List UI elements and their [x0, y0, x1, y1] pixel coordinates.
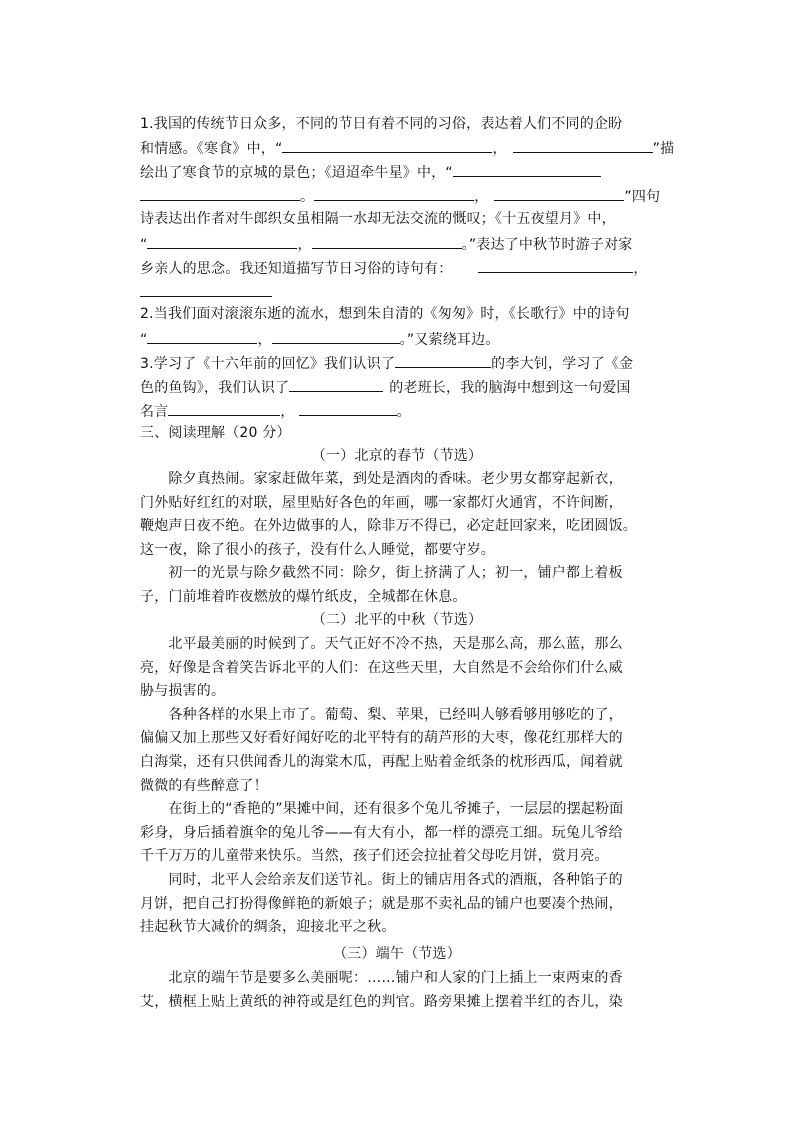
answer-blank[interactable] [289, 376, 383, 392]
q1-line-6 [140, 233, 633, 255]
passage-line: 在街上的“香艳的”果摊中间，还有很多个兔儿爷摊子，一层层的摆起粉面 [140, 801, 624, 818]
answer-blank[interactable] [272, 328, 400, 344]
answer-blank[interactable] [147, 328, 257, 344]
q3-line-1 [140, 352, 633, 374]
passage-line: 同时，北平人会给亲友们送节礼。街上的铺店用各式的酒瓶，各种馅子的 [140, 872, 623, 888]
q2-text: 。”又萦绕耳边。 [399, 332, 500, 348]
passage-line: 鞭炮声日夜不绝。在外边做事的人，除非万不得已，必定赶回家来，吃团圆饭。 [140, 518, 637, 534]
q3-line-3 [140, 400, 411, 422]
passage-line: 各种各样的水果上市了。葡萄、梨、苹果，已经叫人够看够用够吃的了， [140, 706, 623, 723]
passage-line: 白海棠，还有只供闻香儿的海棠木瓜，再配上贴着金纸条的枕形西瓜，闻着就 [140, 754, 623, 770]
q1-text: ， [492, 141, 507, 157]
answer-blank[interactable] [140, 185, 300, 201]
passage-1-title: （一）北京的春节（节选） [311, 448, 483, 464]
q2-line-2 [140, 328, 500, 350]
passage-line: 初一的光景与除夕截然不同：除夕，街上挤满了人；初一，铺户都上着板 [140, 565, 623, 581]
passage-line: 挂起秋节大减价的绸条，迎接北平之秋。 [140, 919, 396, 936]
passage-line: 北京的端午节是要多么美丽呢：……铺户和人家的门上插上一束两束的香 [140, 970, 623, 986]
passage-line: 亮，好像是含着笑告诉北平的人们：在这些天里，大自然是不会给你们什么威 [140, 659, 623, 676]
q1-text: 诗表达出作者对牛郎织女虽相隔一水却无法交流的慨叹；《十五夜望月》中， [140, 211, 616, 227]
q2-text: 2.当我们面对滚滚东逝的流水，想到朱自清的《匆匆》时，《长歌行》中的诗句 [140, 306, 630, 322]
passage-line: 子，门前堆着昨夜燃放的爆竹纸皮，全城都在休息。 [140, 588, 467, 605]
passage-line: 微微的有些醉意了！ [140, 777, 268, 794]
q2-text: ， [257, 332, 272, 348]
q2-line-1 [140, 304, 630, 324]
q1-text: 1.我国的传统节日众多，不同的节日有着不同的习俗，表达着人们不同的企盼 [140, 116, 623, 132]
answer-blank[interactable] [494, 185, 624, 201]
passage-line: 胁与损害的。 [140, 683, 226, 700]
answer-blank[interactable] [168, 400, 280, 416]
q3-text: ， [280, 404, 295, 420]
q1-line-2 [140, 137, 674, 159]
q1-line-4 [140, 185, 660, 207]
passage-line: 北平最美丽的时候到了。天气正好不冷不热，天是那么高，那么蓝，那么 [140, 636, 623, 652]
passage-line: 艾，横框上贴上黄纸的神符或是红色的判官。路旁果摊上摆着半红的杏儿，染 [140, 994, 623, 1010]
q3-text: 名言 [140, 404, 169, 420]
passage-line: 彩身，身后插着旗伞的兔儿爷——有大有小，都一样的漂亮工细。玩兔儿爷给 [140, 824, 623, 841]
q1-text: 。”表达了中秋节时游子对家 [461, 237, 633, 253]
q2-text: “ [140, 332, 148, 348]
section-title: 三、阅读理解（20 分） [140, 425, 291, 441]
q3-text: 3.学习了《十六年前的回忆》我们认识了 [140, 356, 396, 372]
q1-text: ”四句 [624, 189, 661, 205]
answer-blank[interactable] [147, 233, 297, 249]
passage-3-title: （三）端午（节选） [333, 946, 461, 962]
q3-text: 色的鱼钩》，我们认识了 [140, 380, 290, 396]
q1-line-1 [140, 114, 622, 134]
passage-line: 月饼，把自己打扮得像鲜艳的新娘子；就是那不卖礼品的铺户也要凑个热闹， [140, 895, 623, 912]
answer-blank[interactable] [140, 281, 272, 297]
answer-blank[interactable] [453, 161, 601, 177]
passage-line: 千千万万的儿童带来快乐。当然，孩子们还会拉扯着父母吃月饼，赏月亮。 [140, 848, 609, 865]
answer-blank[interactable] [312, 233, 462, 249]
answer-blank[interactable] [395, 352, 491, 368]
q1-text: 。 [300, 189, 315, 205]
q3-text: 的李大钊，学习了《金 [491, 356, 634, 372]
q3-text: 的老班长，我的脑海中想到这一句爱国 [389, 380, 631, 396]
q1-text: 乡亲人的思念。我还知道描写节日习俗的诗句有： [140, 261, 453, 277]
q1-text: “ [140, 237, 148, 253]
q3-text: 。 [396, 404, 411, 420]
passage-line: 除夕真热闹。家家赶做年菜，到处是酒肉的香味。老少男女都穿起新衣， [140, 471, 623, 487]
q1-line-7 [140, 257, 648, 279]
answer-blank[interactable] [299, 400, 397, 416]
answer-blank[interactable] [478, 257, 633, 273]
section-heading [140, 423, 291, 443]
passage-line: 这一夜，除了很小的孩子，没有什么人睡觉，都要守岁。 [140, 541, 495, 558]
answer-blank[interactable] [314, 185, 474, 201]
q1-text: 绘出了寒食节的京城的景色；《迢迢牵牛星》中，“ [140, 165, 453, 181]
q1-line-3 [140, 161, 601, 183]
q1-text: ， [297, 237, 312, 253]
passage-line: 门外贴好红红的对联，屋里贴好各色的年画，哪一家都灯火通宵，不许间断， [140, 494, 623, 511]
q1-line-8 [140, 281, 272, 303]
answer-blank[interactable] [282, 137, 492, 153]
q3-line-2 [140, 376, 631, 398]
q1-text: 和情感。《寒食》中，“ [140, 141, 283, 157]
q1-line-5 [140, 209, 616, 229]
passage-2-title: （二）北平的中秋（节选） [311, 612, 483, 628]
q1-text: ”描 [652, 141, 675, 157]
q1-text: ， [633, 261, 648, 277]
answer-blank[interactable] [513, 137, 653, 153]
q1-text: ， [474, 189, 489, 205]
passage-line: 偏偏又加上那些又好看好闻好吃的北平特有的葫芦形的大枣，像花红那样大的 [140, 730, 623, 747]
